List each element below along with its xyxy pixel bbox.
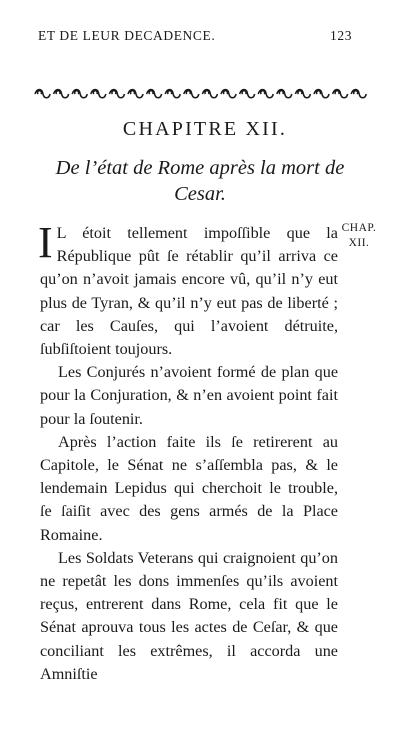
margin-note-chapter: CHAP. <box>341 222 377 234</box>
chapter-title: De l’état de Rome après la mort de Cesar. <box>55 157 345 205</box>
page-number: 123 <box>330 28 353 43</box>
running-head <box>38 28 358 44</box>
margin-note-number: XII. <box>348 237 370 249</box>
chapter-heading: CHAPITRE XII. <box>122 118 288 140</box>
margin-note <box>340 221 378 251</box>
paragraph-3: Après l’action faite ils ſe retirerent au Capitole, le Sénat ne s’aſſembla pas, & le lendemain Lepidus qui cherchoit le trouble, ſe ſaiſit avec des gens armés de la Place Romaine. <box>40 432 338 544</box>
paragraph-4: Les Soldats Veterans qui craignoient qu’on ne repetât les dons immenſes qu’ils avoient reçus, entrerent dans Rome, cela fit que le Sénat aprouva tous les actes de Ceſar, & que conciliant les extrêmes, il accorda une Amniſtie <box>40 548 338 683</box>
paragraph-2: Les Conjurés n’avoient formé de plan que pour la Conjuration, & n’en avoient point fait pour la ſoutenir. <box>40 363 338 428</box>
paragraph-1 <box>38 218 338 361</box>
drop-cap-initial: I <box>38 218 53 267</box>
body-text <box>38 218 338 686</box>
paragraph-1-text: L étoit tellement impoſſible que la République pût ſe rétablir qu’il arriva ce qu’on n’avoit jamais encore vû, qu’il n’y eut plus de Tyran, & qu’il n’y eut pas de liberté ; car les Cauſes, qui l’avoient détruite, ſubſiſtoient toujours. <box>40 224 338 359</box>
running-head-title: ET DE LEUR DECADENCE. <box>38 28 216 43</box>
decorative-ornament-band <box>33 86 368 102</box>
